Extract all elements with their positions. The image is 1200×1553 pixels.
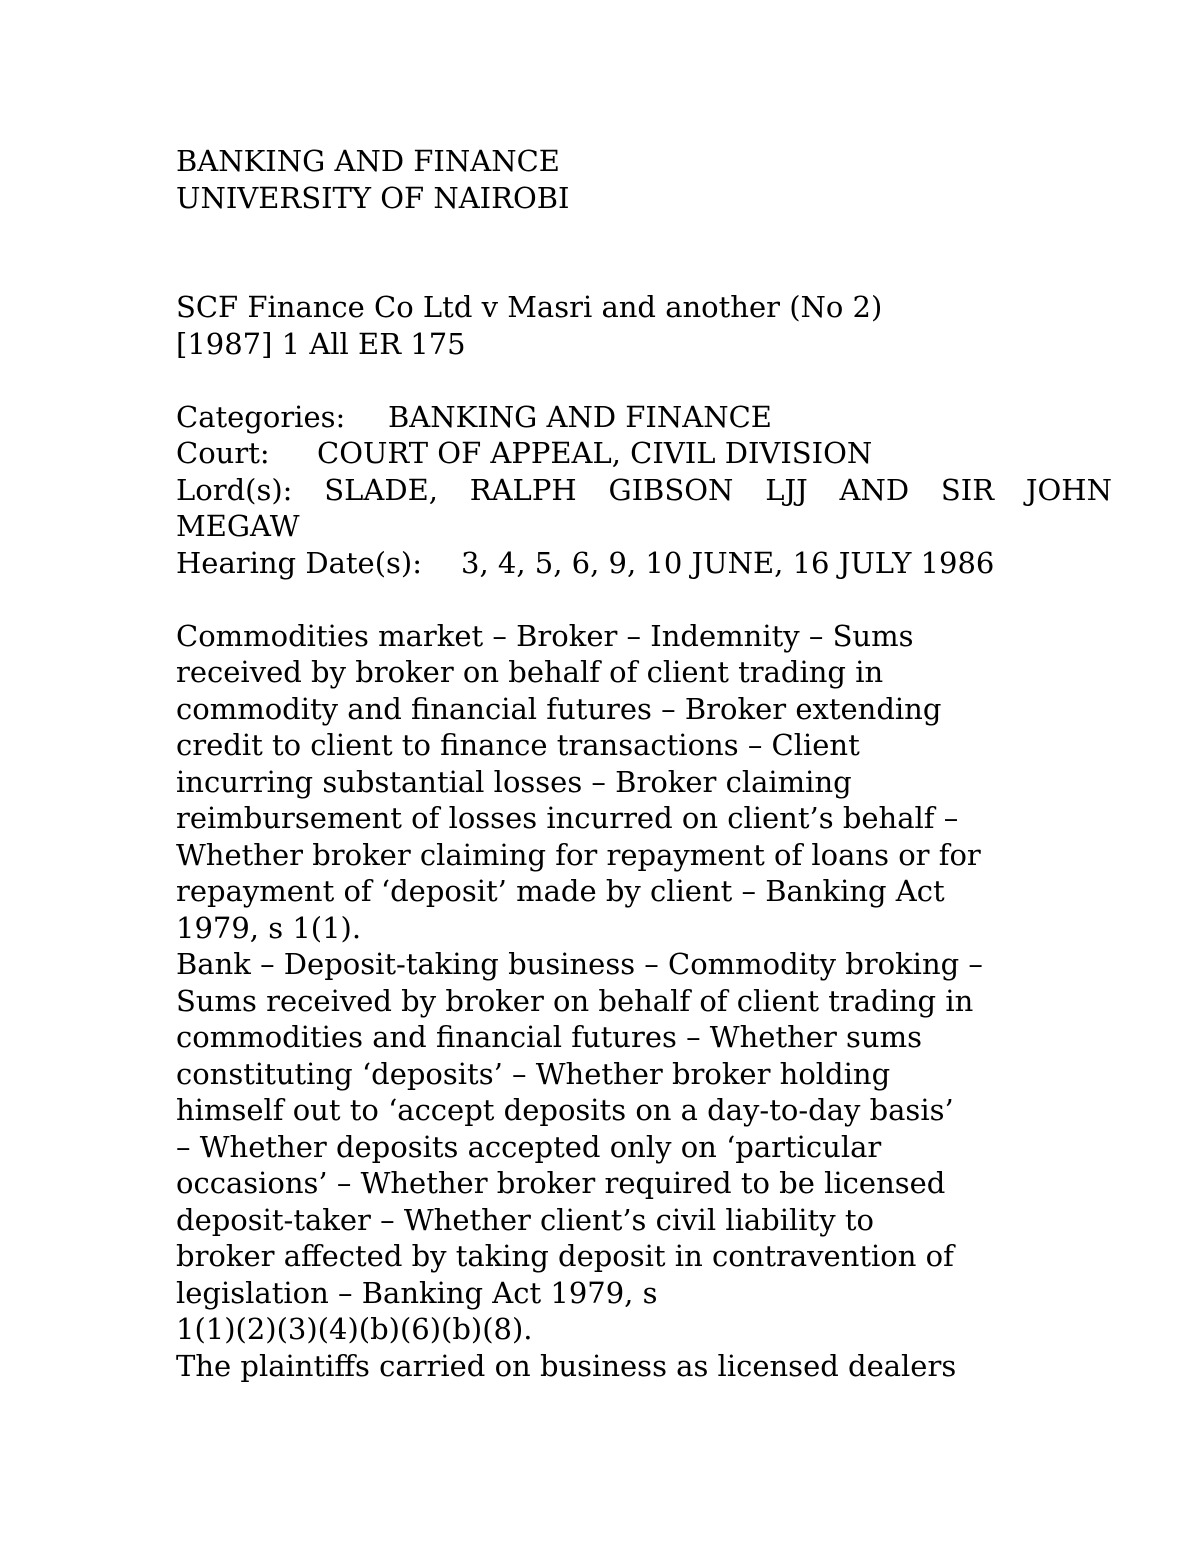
court-label: Court: [176, 436, 270, 470]
body-line: occasions’ – Whether broker required to be licensed [176, 1166, 946, 1200]
header-line-2: UNIVERSITY OF NAIROBI [176, 180, 570, 215]
case-title: SCF Finance Co Ltd v Masri and another (No 2) [176, 290, 883, 324]
body-line: Whether broker claiming for repayment of loans or for [176, 837, 981, 872]
body-line: 1979, s 1(1). [176, 910, 362, 945]
body-line: credit to client to finance transactions – Client [176, 728, 860, 762]
body-line: repayment of ‘deposit’ made by client – Banking Act [176, 874, 945, 908]
body-line: Commodities market – Broker – Indemnity – Sums [176, 618, 914, 653]
body-line: himself out to ‘accept deposits on a day-to-day basis’ [176, 1093, 954, 1127]
lords-word: GIBSON [608, 472, 734, 507]
body-line: legislation – Banking Act 1979, s [176, 1275, 658, 1310]
hearing-row [176, 545, 1112, 582]
lords-row [176, 472, 1112, 509]
court-row [176, 435, 1112, 472]
lords-word: SIR [940, 472, 995, 507]
case-citation: [1987] 1 All ER 175 [176, 326, 466, 361]
lords-word: LJJ [765, 472, 808, 507]
spacer [176, 362, 1112, 399]
body-line: constituting ‘deposits’ – Whether broker holding [176, 1056, 891, 1091]
hearing-value: 3, 4, 5, 6, 9, 10 JUNE, 16 JULY 1986 [461, 545, 995, 580]
body-line: deposit-taker – Whether client’s civil liability to [176, 1202, 874, 1237]
body-line: broker affected by taking deposit in contravention of [176, 1239, 954, 1273]
body-line: incurring substantial losses – Broker claiming [176, 764, 852, 799]
lords-word: JOHN [1025, 472, 1112, 507]
body-line: – Whether deposits accepted only on ‘particular [176, 1129, 882, 1164]
lords-word: RALPH [469, 472, 577, 507]
body-line: The plaintiffs carried on business as licensed dealers [176, 1348, 957, 1383]
lords-continuation: MEGAW [176, 509, 300, 543]
spacer [176, 581, 1112, 618]
body-line: 1(1)(2)(3)(4)(b)(6)(b)(8). [176, 1312, 533, 1346]
lords-label: Lord(s): [176, 472, 293, 507]
categories-label: Categories: [176, 399, 346, 434]
hearing-label: Hearing Date(s): [176, 545, 422, 580]
document-page [176, 143, 1112, 1384]
lords-word: SLADE, [324, 472, 438, 507]
spacer [176, 216, 1112, 289]
body-line: received by broker on behalf of client trading in [176, 655, 884, 689]
body-line: reimbursement of losses incurred on client’s behalf – [176, 801, 959, 835]
body-line: commodities and financial futures – Whether sums [176, 1020, 922, 1054]
body-line: commodity and financial futures – Broker extending [176, 691, 942, 726]
categories-value: BANKING AND FINANCE [388, 399, 772, 434]
categories-row [176, 399, 1112, 436]
header-line-1: BANKING AND FINANCE [176, 144, 560, 178]
body-text [176, 618, 1112, 1385]
body-line: Bank – Deposit-taking business – Commodity broking – [176, 947, 983, 981]
lords-word: AND [839, 472, 910, 507]
court-value: COURT OF APPEAL, CIVIL DIVISION [317, 436, 873, 470]
body-line: Sums received by broker on behalf of client trading in [176, 983, 974, 1018]
